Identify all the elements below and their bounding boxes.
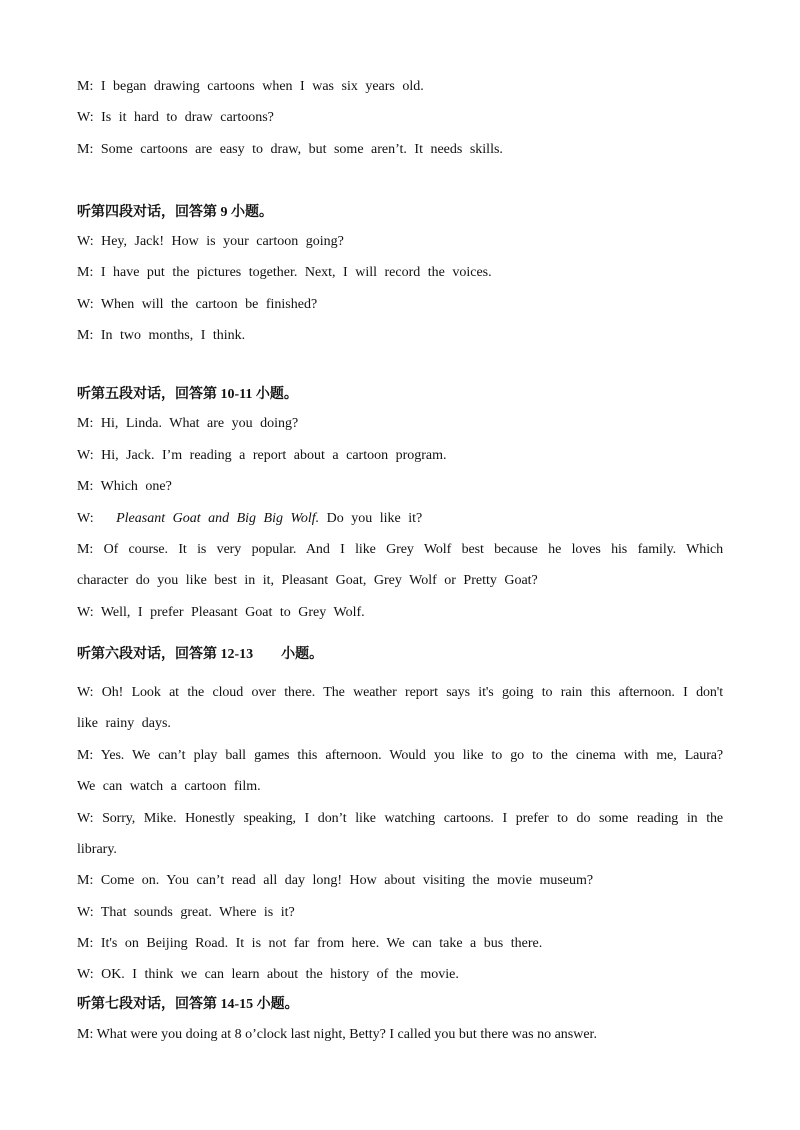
dialogue-line: M: Come on. You can’t read all day long! How about visiting the movie museum? (77, 873, 594, 888)
dialogue-line: M: It's on Beijing Road. It is not far from here. We can take a bus there. (77, 936, 543, 951)
dialogue-line: M: Of course. It is very popular. And I like Grey Wolf best because he loves his family. Which (77, 542, 723, 557)
dialogue-line: W: Is it hard to draw cartoons? (77, 110, 274, 125)
dialogue-line: M: Which one? (77, 479, 172, 494)
section-heading-6: 听第六段对话，回答第 12-13 小题。 (77, 647, 324, 662)
section-heading-7: 听第七段对话，回答第 14-15 小题。 (77, 997, 299, 1012)
dialogue-line: W: Oh! Look at the cloud over there. The weather report says it's going to rain this afternoon. I don't (77, 685, 723, 700)
dialogue-line: library. (77, 842, 117, 857)
speaker-label: W: (77, 511, 94, 526)
program-title: Pleasant Goat and Big Big Wolf. (116, 511, 320, 526)
dialogue-line: W: Hey, Jack! How is your cartoon going? (77, 234, 344, 249)
dialogue-line: M: I have put the pictures together. Next, I will record the voices. (77, 265, 492, 280)
dialogue-line: M: What were you doing at 8 o’clock last night, Betty? I called you but there was no answer. (77, 1027, 597, 1042)
dialogue-line: character do you like best in it, Pleasant Goat, Grey Wolf or Pretty Goat? (77, 573, 538, 588)
dialogue-line: W: Hi, Jack. I’m reading a report about a cartoon program. (77, 448, 447, 463)
dialogue-line: W: When will the cartoon be finished? (77, 297, 318, 312)
dialogue-line: like rainy days. (77, 716, 171, 731)
dialogue-line: M: In two months, I think. (77, 328, 246, 343)
dialogue-line: We can watch a cartoon film. (77, 779, 261, 794)
dialogue-line: W: Sorry, Mike. Honestly speaking, I don’t like watching cartoons. I prefer to do some reading in the (77, 811, 723, 826)
dialogue-line: W: That sounds great. Where is it? (77, 905, 295, 920)
section-heading-5: 听第五段对话，回答第 10-11 小题。 (77, 387, 298, 402)
dialogue-line: M: Hi, Linda. What are you doing? (77, 416, 299, 431)
dialogue-line: M: Yes. We can’t play ball games this afternoon. Would you like to go to the cinema with me, Laura? (77, 748, 723, 763)
dialogue-line: W: OK. I think we can learn about the history of the movie. (77, 967, 459, 982)
dialogue-line: W: Well, I prefer Pleasant Goat to Grey Wolf. (77, 605, 365, 620)
dialogue-line: M: Some cartoons are easy to draw, but some aren’t. It needs skills. (77, 142, 503, 157)
section-heading-4: 听第四段对话，回答第 9 小题。 (77, 205, 273, 220)
dialogue-line: M: I began drawing cartoons when I was six years old. (77, 79, 424, 94)
dialogue-line-title (77, 509, 723, 529)
dialogue-text: Do you like it? (326, 511, 423, 526)
